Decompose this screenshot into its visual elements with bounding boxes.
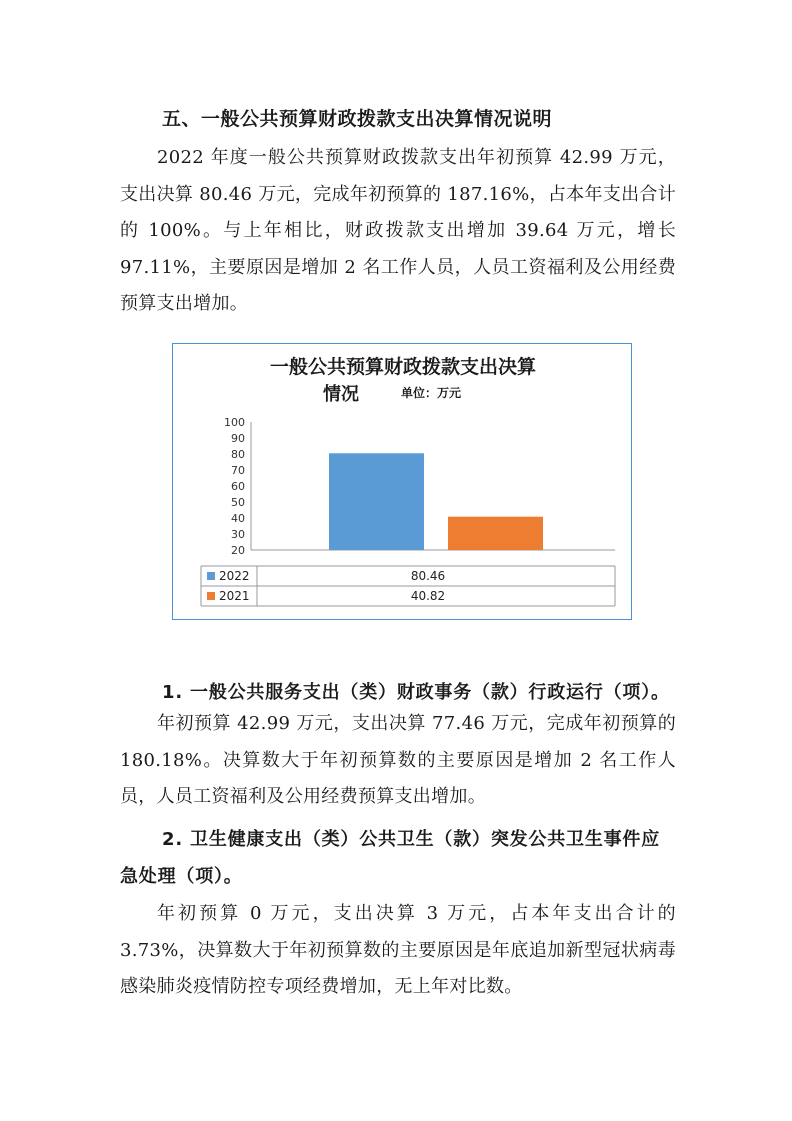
section-paragraph: 2022 年度一般公共预算财政拨款支出年初预算 42.99 万元，支出决算 80.46 万元，完成年初预算的 187.16%，占本年支出合计的 100%。与上年相比，财政拨款支出增加 39.64 万元，增长 97.11%，主要原因是增加 2 名工作人员，人员工资福利及公用经费预算支出增加。 — [120, 147, 676, 314]
item-2-title: 2. 卫生健康支出（类）公共卫生（款）突发公共卫生事件应急处理（项）。 — [120, 829, 661, 887]
y-tick-label: 20 — [231, 544, 245, 557]
y-tick-label: 80 — [231, 448, 245, 461]
chart-plot — [173, 344, 633, 621]
y-tick-label: 50 — [231, 496, 245, 509]
chart-unit: 单位：万元 — [401, 386, 462, 400]
section-heading: 五、一般公共预算财政拨款支出决算情况说明 — [162, 108, 553, 130]
y-tick-label: 40 — [231, 512, 245, 525]
bar-2022 — [329, 453, 424, 550]
y-tick-label: 30 — [231, 528, 245, 541]
legend-label-2021: 2021 — [219, 589, 250, 603]
chart-title-line2: 情况 — [323, 384, 359, 405]
bar-2021 — [448, 517, 543, 550]
item-1-title: 1. 一般公共服务支出（类）财政事务（款）行政运行（项）。 — [162, 682, 670, 703]
y-tick-label: 90 — [231, 432, 245, 445]
y-tick-label: 70 — [231, 464, 245, 477]
y-tick-label: 60 — [231, 480, 245, 493]
legend-label-2022: 2022 — [219, 569, 250, 583]
data-label-2021: 40.82 — [410, 589, 446, 603]
chart-title: 一般公共预算财政拨款支出决算 — [269, 356, 536, 378]
item-1-text: 年初预算 42.99 万元，支出决算 77.46 万元，完成年初预算的 180.18%。决算数大于年初预算数的主要原因是增加 2 名工作人员，人员工资福利及公用经费预算支出增加。 — [120, 713, 676, 807]
legend-swatch-2021 — [207, 592, 215, 600]
legend-swatch-2022 — [207, 572, 215, 580]
expenditure-chart — [172, 343, 632, 620]
data-label-2022: 80.46 — [410, 569, 446, 583]
y-tick-label: 100 — [224, 416, 245, 429]
item-2-text: 年初预算 0 万元，支出决算 3 万元，占本年支出合计的 3.73%，决算数大于年初预算数的主要原因是年底追加新型冠状病毒感染肺炎疫情防控专项经费增加，无上年对比数。 — [120, 903, 676, 997]
